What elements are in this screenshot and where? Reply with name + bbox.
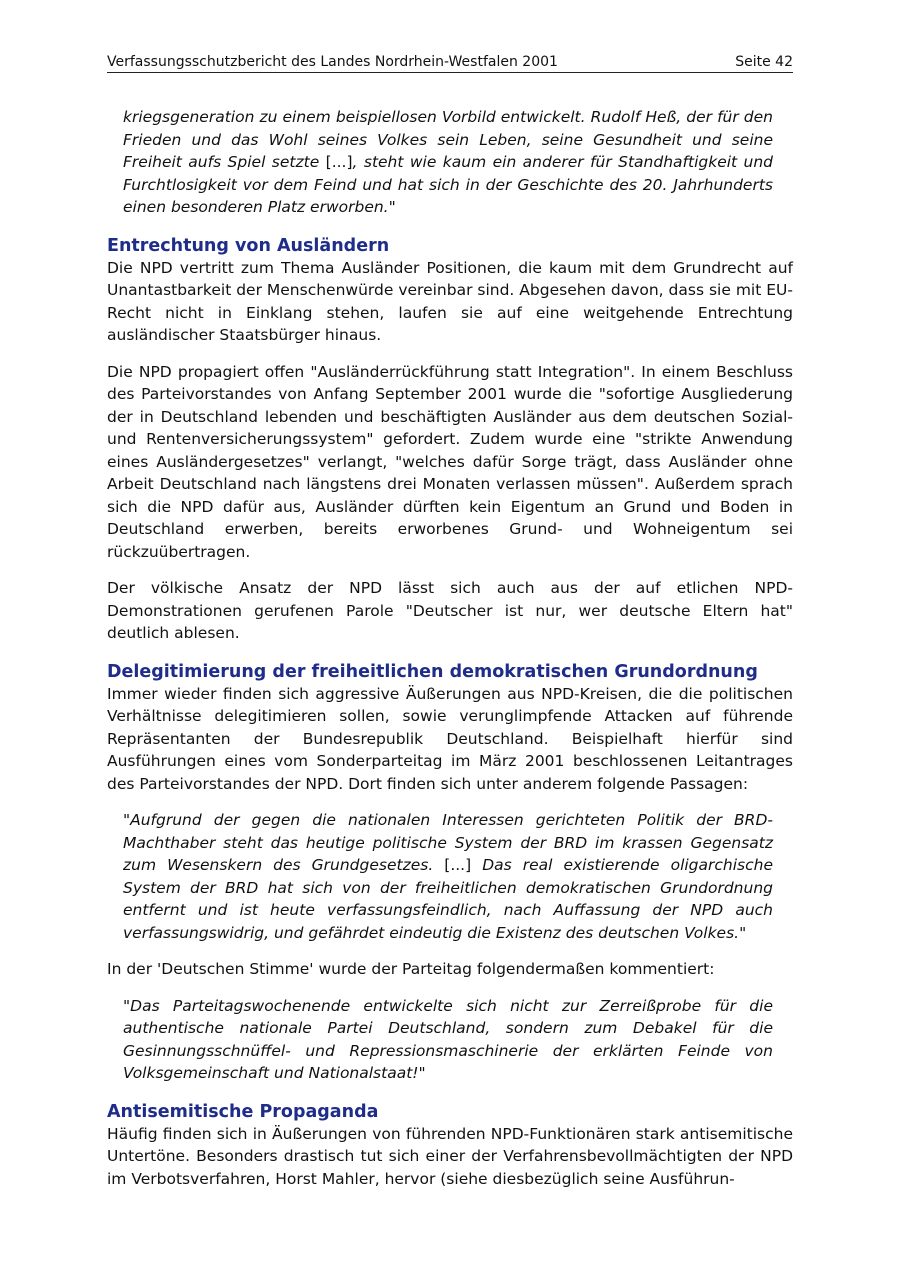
quote-text: "Aufgrund der gegen die nationalen Interessen gerichteten Politik der BRD-Machthaber steht das heutige politische System der BRD im krassen Gegensatz zum Wesenskern des Grundgesetzes. — [123, 811, 773, 874]
paragraph: Häufig finden sich in Äußerungen von führenden NPD-Funktionären stark antisemitische Untertöne. Besonders drastisch tut sich einer der Verfahrensbevollmächtigten der NPD im Verbotsverfahren, Horst Mahler, hervor (siehe diesbezüglich seine Ausführun- — [107, 1124, 793, 1188]
paragraph: In der 'Deutschen Stimme' wurde der Parteitag folgendermaßen kommentiert: — [107, 960, 715, 978]
paragraph: Der völkische Ansatz der NPD lässt sich auch aus der auf etlichen NPD-Demonstrationen gerufenen Parole "Deutscher ist nur, wer deutsche Eltern hat" deutlich ablesen. — [107, 579, 793, 642]
header-title: Verfassungsschutzbericht des Landes Nordrhein-Westfalen 2001 — [107, 54, 558, 70]
paragraph: Die NPD vertritt zum Thema Ausländer Positionen, die kaum mit dem Grundrecht auf Unantastbarkeit der Menschenwürde vereinbar sind. Abgesehen davon, dass sie mit EU-Recht nicht in Einklang stehen, laufen sie auf eine weitgehende Entrechtung ausländischer Staatsbürger hinaus. — [107, 258, 793, 344]
section-heading-delegitimierung: Delegitimierung der freiheitlichen demokratischen Grundordnung — [107, 661, 758, 682]
paragraph: Die NPD propagiert offen "Ausländerrückführung statt Integration". In einem Beschluss des Parteivorstandes von Anfang September 2001 wurde die "sofortige Ausgliederung der in Deutschland lebenden und beschäftigten Ausländer aus dem deutschen Sozial- und Rentenversicherungssystem" gefordert. Zudem wurde eine "strikte Anwendung eines Ausländergesetzes" verlangt, "welches dafür Sorge trägt, dass Ausländer ohne Arbeit Deutschland nach längstens drei Monaten verlassen müssen". Außerdem sprach sich die NPD dafür aus, Ausländer dürften kein Eigentum an Grund und Boden in Deutschland erwerben, bereits erworbenes Grund- und Wohneigentum sei rückzuübertragen. — [107, 362, 793, 561]
quote-text: Das real existierende oligarchische System der BRD hat sich von der freiheitlichen demokratischen Grundordnung entfernt und ist heute verfassungsfeindlich, nach Auffassung der NPD auch verfassungswidrig, und gefährdet eindeutig die Existenz des deutschen Volkes." — [123, 856, 773, 942]
quote-ellipsis: [...] — [325, 153, 353, 171]
quote-ellipsis: [...] — [444, 856, 472, 874]
page-header — [107, 52, 793, 73]
section-heading-entrechtung: Entrechtung von Ausländern — [107, 235, 390, 256]
quote-block-deutsche-stimme: "Das Parteitagswochenende entwickelte sich nicht zur Zerreißprobe für die authentische nationale Partei Deutschland, sondern zum Debakel für die Gesinnungsschnüffel- und Repressionsmaschinerie der erklärten Feinde von Volksgemeinschaft und Nationalstaat!" — [123, 996, 773, 1082]
page-number: Seite 42 — [735, 54, 793, 70]
quote-text: , steht wie kaum ein anderer für Standhaftigkeit und Furchtlosigkeit vor dem Feind und hat sich in der Geschichte des 20. Jahrhunderts einen besonderen Platz erworben." — [123, 153, 774, 216]
quote-block-leitantrag — [123, 809, 793, 944]
quote-text: kriegsgeneration zu einem beispiellosen Vorbild entwickelt. Rudolf Heß, der für den Frieden und das Wohl seines Volkes sein Leben, seine Gesundheit und seine Freiheit aufs Spiel setzte — [123, 108, 773, 171]
section-heading-antisemitische-propaganda: Antisemitische Propaganda — [107, 1101, 379, 1122]
paragraph: Immer wieder finden sich aggressive Äußerungen aus NPD-Kreisen, die die politischen Verhältnisse delegitimieren sollen, sowie verunglimpfende Attacken auf führende Repräsentanten der Bundesrepublik Deutschland. Beispielhaft hierfür sind Ausführungen eines vom Sonderparteitag im März 2001 beschlossenen Leitantrages des Parteivorstandes der NPD. Dort finden sich unter anderem folgende Passagen: — [107, 684, 793, 793]
quote-block-hess — [123, 106, 793, 219]
document-body — [107, 106, 793, 1190]
